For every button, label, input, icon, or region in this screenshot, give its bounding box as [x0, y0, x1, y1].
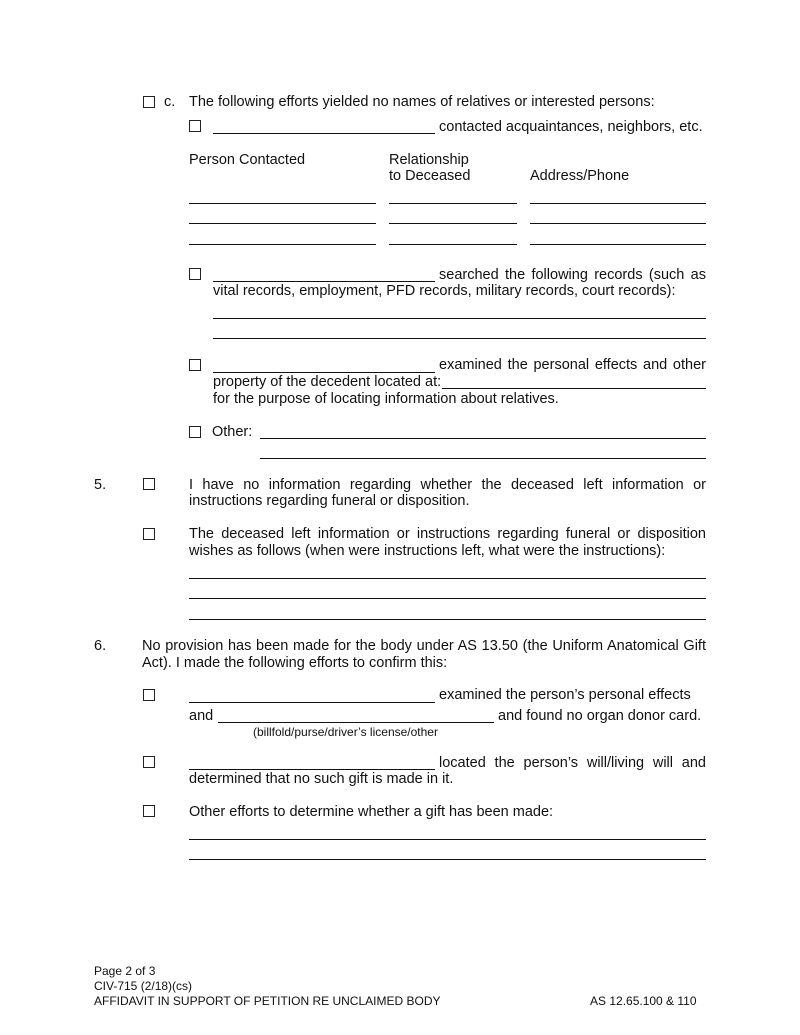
page-number: Page 2 of 3	[94, 964, 156, 978]
will-name-blank[interactable]	[189, 769, 435, 770]
will-text: located the person’s will/living will and	[439, 755, 706, 771]
address-line-3[interactable]	[530, 244, 706, 245]
person-line-3[interactable]	[189, 244, 376, 245]
left-instructions-checkbox[interactable]	[143, 528, 155, 540]
section-c-checkbox[interactable]	[143, 96, 155, 108]
donor-card-text: and found no organ donor card.	[498, 708, 702, 724]
person-contacted-header: Person Contacted	[189, 152, 306, 168]
other-line-2[interactable]	[260, 458, 706, 459]
acquaintances-blank[interactable]	[213, 133, 435, 134]
no-information-checkbox[interactable]	[143, 478, 155, 490]
records-line-1[interactable]	[213, 318, 706, 319]
effects-item-blank[interactable]	[218, 722, 494, 723]
effects-name-blank[interactable]	[213, 372, 435, 373]
address-phone-header: Address/Phone	[530, 168, 630, 184]
person-line-1[interactable]	[189, 203, 376, 204]
other-efforts-line-1[interactable]	[189, 839, 706, 840]
item-6-text-2: Act). I made the following efforts to confirm this:	[142, 655, 448, 671]
no-information-text-2: instructions regarding funeral or disposition.	[189, 493, 470, 509]
effects-text: examined the personal effects and other	[439, 357, 706, 373]
left-instructions-text-2: wishes as follows (when were instructions left, what were the instructions):	[189, 543, 666, 559]
personal-effects-checkbox[interactable]	[143, 689, 155, 701]
relationship-line-3[interactable]	[389, 244, 517, 245]
statute-reference: AS 12.65.100 & 110	[590, 994, 697, 1008]
personal-effects-name-blank[interactable]	[189, 702, 435, 703]
will-text-2: determined that no such gift is made in it.	[189, 771, 454, 787]
address-line-2[interactable]	[530, 223, 706, 224]
effects-checkbox[interactable]	[189, 359, 201, 371]
left-instructions-text: The deceased left information or instructions regarding funeral or disposition	[189, 526, 706, 542]
acquaintances-text: contacted acquaintances, neighbors, etc.	[439, 119, 703, 135]
effects-text-3: for the purpose of locating information about relatives.	[213, 391, 559, 407]
form-id: CIV-715 (2/18)(cs)	[94, 979, 193, 993]
location-blank[interactable]	[442, 388, 706, 389]
relationship-line-1[interactable]	[389, 203, 517, 204]
records-text-2: vital records, employment, PFD records, military records, court records):	[213, 283, 676, 299]
will-checkbox[interactable]	[143, 756, 155, 768]
section-c-letter: c.	[164, 94, 176, 110]
instructions-line-2[interactable]	[189, 598, 706, 599]
item-5-number: 5.	[94, 477, 107, 493]
address-line-1[interactable]	[530, 203, 706, 204]
other-efforts-line-2[interactable]	[189, 859, 706, 860]
no-information-text: I have no information regarding whether the deceased left information or	[189, 477, 706, 493]
other-line-1[interactable]	[260, 438, 706, 439]
acquaintances-checkbox[interactable]	[189, 120, 201, 132]
relationship-header-2: to Deceased	[389, 168, 471, 184]
other-efforts-checkbox[interactable]	[143, 805, 155, 817]
other-efforts-text: Other efforts to determine whether a gift has been made:	[189, 804, 554, 820]
instructions-line-3[interactable]	[189, 619, 706, 620]
effects-text-2: property of the decedent located at:	[213, 374, 442, 390]
instructions-line-1[interactable]	[189, 578, 706, 579]
other-label: Other:	[212, 424, 253, 440]
records-text: searched the following records (such as	[439, 267, 706, 283]
records-name-blank[interactable]	[213, 281, 435, 282]
person-line-2[interactable]	[189, 223, 376, 224]
personal-effects-text: examined the person’s personal effects	[439, 687, 691, 703]
records-checkbox[interactable]	[189, 268, 201, 280]
item-6-number: 6.	[94, 638, 107, 654]
records-line-2[interactable]	[213, 338, 706, 339]
other-checkbox[interactable]	[189, 426, 201, 438]
effects-hint: (billfold/purse/driver’s license/other	[253, 725, 438, 739]
relationship-line-2[interactable]	[389, 223, 517, 224]
and-label: and	[189, 708, 214, 724]
form-title: AFFIDAVIT IN SUPPORT OF PETITION RE UNCLAIMED BODY	[94, 994, 441, 1008]
section-c-heading: The following efforts yielded no names of relatives or interested persons:	[189, 94, 655, 110]
relationship-header: Relationship	[389, 152, 469, 168]
item-6-text: No provision has been made for the body under AS 13.50 (the Uniform Anatomical Gift	[142, 638, 706, 654]
